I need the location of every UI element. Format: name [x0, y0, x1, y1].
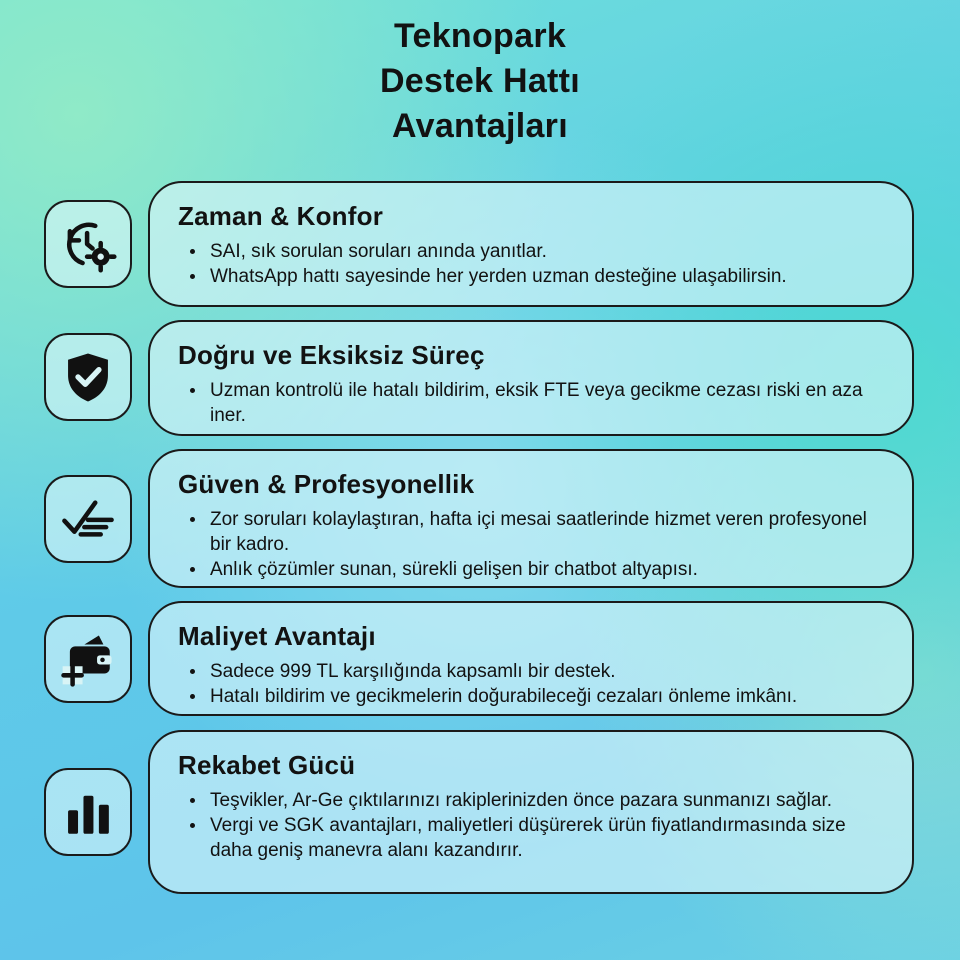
- title-line-1: Teknopark: [393, 17, 567, 55]
- bullet-list: [178, 788, 892, 863]
- bullet-item: Anlık çözümler sunan, sürekli gelişen bir chatbot altyapısı.: [210, 557, 892, 582]
- card-rekabet-gucu: [148, 730, 914, 894]
- checklist-icon: [59, 490, 117, 548]
- clock-settings-icon-box: [44, 200, 132, 288]
- shield-check-icon: [59, 348, 117, 406]
- checklist-icon-box: [44, 475, 132, 563]
- bar-chart-icon-box: [44, 768, 132, 856]
- bullet-item: Vergi ve SGK avantajları, maliyetleri düşürerek ürün fiyatlandırmasında size daha geniş manevra alanı kazandırır.: [210, 813, 892, 863]
- card-zaman-konfor: [148, 181, 914, 307]
- bullet-item: WhatsApp hattı sayesinde her yerden uzman desteğine ulaşabilirsin.: [210, 264, 892, 289]
- card-heading: Rekabet Gücü: [178, 750, 356, 780]
- title-line-3: Avantajları: [392, 107, 568, 145]
- bullet-item: SAI, sık sorulan soruları anında yanıtlar.: [210, 239, 892, 264]
- bullet-list: [178, 507, 892, 582]
- bullet-item: Uzman kontrolü ile hatalı bildirim, eksik FTE veya gecikme cezası riski en aza iner.: [210, 378, 892, 428]
- wallet-add-icon-box: [44, 615, 132, 703]
- bullet-list: [178, 239, 892, 289]
- card-maliyet-avantaji: [148, 601, 914, 716]
- bar-chart-icon: [59, 783, 117, 841]
- card-heading: Doğru ve Eksiksiz Süreç: [178, 340, 485, 370]
- clock-settings-icon: [59, 215, 117, 273]
- wallet-add-icon: [59, 630, 117, 688]
- page-title: [0, 14, 960, 149]
- card-heading: Zaman & Konfor: [178, 201, 384, 231]
- card-dogru-eksiksiz-surec: [148, 320, 914, 436]
- shield-check-icon-box: [44, 333, 132, 421]
- bullet-item: Hatalı bildirim ve gecikmelerin doğurabileceği cezaları önleme imkânı.: [210, 684, 892, 709]
- bullet-item: Teşvikler, Ar-Ge çıktılarınızı rakiplerinizden önce pazara sunmanızı sağlar.: [210, 788, 892, 813]
- bullet-list: [178, 378, 892, 428]
- card-guven-profesyonellik: [148, 449, 914, 588]
- bullet-list: [178, 659, 892, 709]
- card-heading: Güven & Profesyonellik: [178, 469, 475, 499]
- card-heading: Maliyet Avantajı: [178, 621, 376, 651]
- title-line-2: Destek Hattı: [379, 62, 581, 100]
- bullet-item: Sadece 999 TL karşılığında kapsamlı bir destek.: [210, 659, 892, 684]
- bullet-item: Zor soruları kolaylaştıran, hafta içi mesai saatlerinde hizmet veren profesyonel bir kadro.: [210, 507, 892, 557]
